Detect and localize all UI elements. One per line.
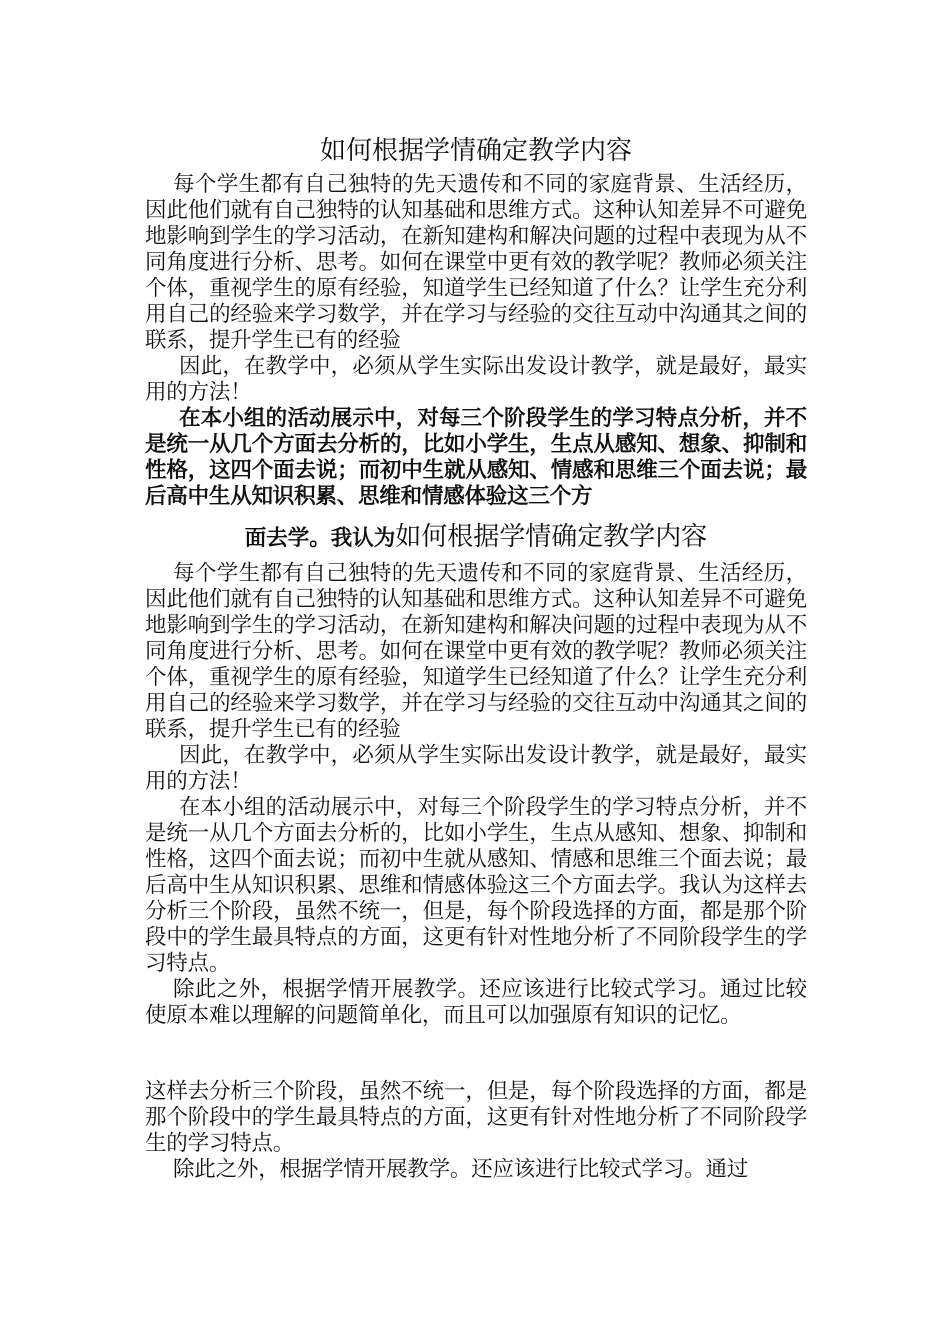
mixed-heading-line bbox=[145, 520, 807, 557]
spacer bbox=[145, 1029, 807, 1079]
paragraph-conclusion-repeat: 因此，在教学中，必须从学生实际出发设计教学，就是最好，最实用的方法！ bbox=[145, 743, 807, 794]
paragraph-conclusion: 因此，在教学中，必须从学生实际出发设计教学，就是最好，最实用的方法！ bbox=[145, 354, 807, 405]
bold-fragment: 面去学。我认为 bbox=[244, 526, 396, 551]
paragraph-analysis-fragment: 这样去分析三个阶段，虽然不统一，但是，每个阶段选择的方面，都是那个阶段中的学生最具特点的方面，这更有针对性地分析了不同阶段学生的学习特点。 bbox=[145, 1079, 807, 1156]
page-title: 如何根据学情确定教学内容 bbox=[319, 136, 632, 166]
paragraph-analysis: 在本小组的活动展示中，对每三个阶段学生的学习特点分析，并不是统一从几个方面去分析的，比如小学生，生点从感知、想象、抑制和性格，这四个面去说；而初中生就从感知、情感和思维三个面去说；最后高中生从知识积累、思维和情感体验这三个方面去学。我认为这样去分析三个阶段，虽然不统一，但是，每个阶段选择的方面，都是那个阶段中的学生最具特点的方面，这更有针对性地分析了不同阶段学生的学习特点。 bbox=[145, 795, 807, 976]
paragraph-comparison: 除此之外，根据学情开展教学。还应该进行比较式学习。通过比较使原本难以理解的问题简单化，而且可以加强原有知识的记忆。 bbox=[145, 977, 807, 1028]
document-page bbox=[145, 120, 807, 1183]
repeated-title: 如何根据学情确定教学内容 bbox=[395, 522, 708, 552]
paragraph-comparison-fragment: 除此之外，根据学情开展教学。还应该进行比较式学习。通过 bbox=[173, 1157, 749, 1182]
paragraph-intro: 每个学生都有自己独特的先天遗传和不同的家庭背景、生活经历，因此他们就有自己独特的认知基础和思维方式。这种认知差异不可避免地影响到学生的学习活动，在新知建构和解决问题的过程中表现为从不同角度进行分析、思考。如何在课堂中更有效的教学呢？教师必须关注个体，重视学生的原有经验，知道学生已经知道了什么？让学生充分利用自己的经验来学习数学，并在学习与经验的交往互动中沟通其之间的联系，提升学生已有的经验 bbox=[145, 172, 807, 353]
paragraph-bold-analysis: 在本小组的活动展示中，对每三个阶段学生的学习特点分析，并不是统一从几个方面去分析的，比如小学生，生点从感知、想象、抑制和性格，这四个面去说；而初中生就从感知、情感和思维三个面去说；最后高中生从知识积累、思维和情感体验这三个方 bbox=[145, 406, 807, 509]
paragraph-intro-repeat: 每个学生都有自己独特的先天遗传和不同的家庭背景、生活经历，因此他们就有自己独特的认知基础和思维方式。这种认知差异不可避免地影响到学生的学习活动，在新知建构和解决问题的过程中表现为从不同角度进行分析、思考。如何在课堂中更有效的教学呢？教师必须关注个体，重视学生的原有经验，知道学生已经知道了什么？让学生充分利用自己的经验来学习数学，并在学习与经验的交往互动中沟通其之间的联系，提升学生已有的经验 bbox=[145, 561, 807, 742]
